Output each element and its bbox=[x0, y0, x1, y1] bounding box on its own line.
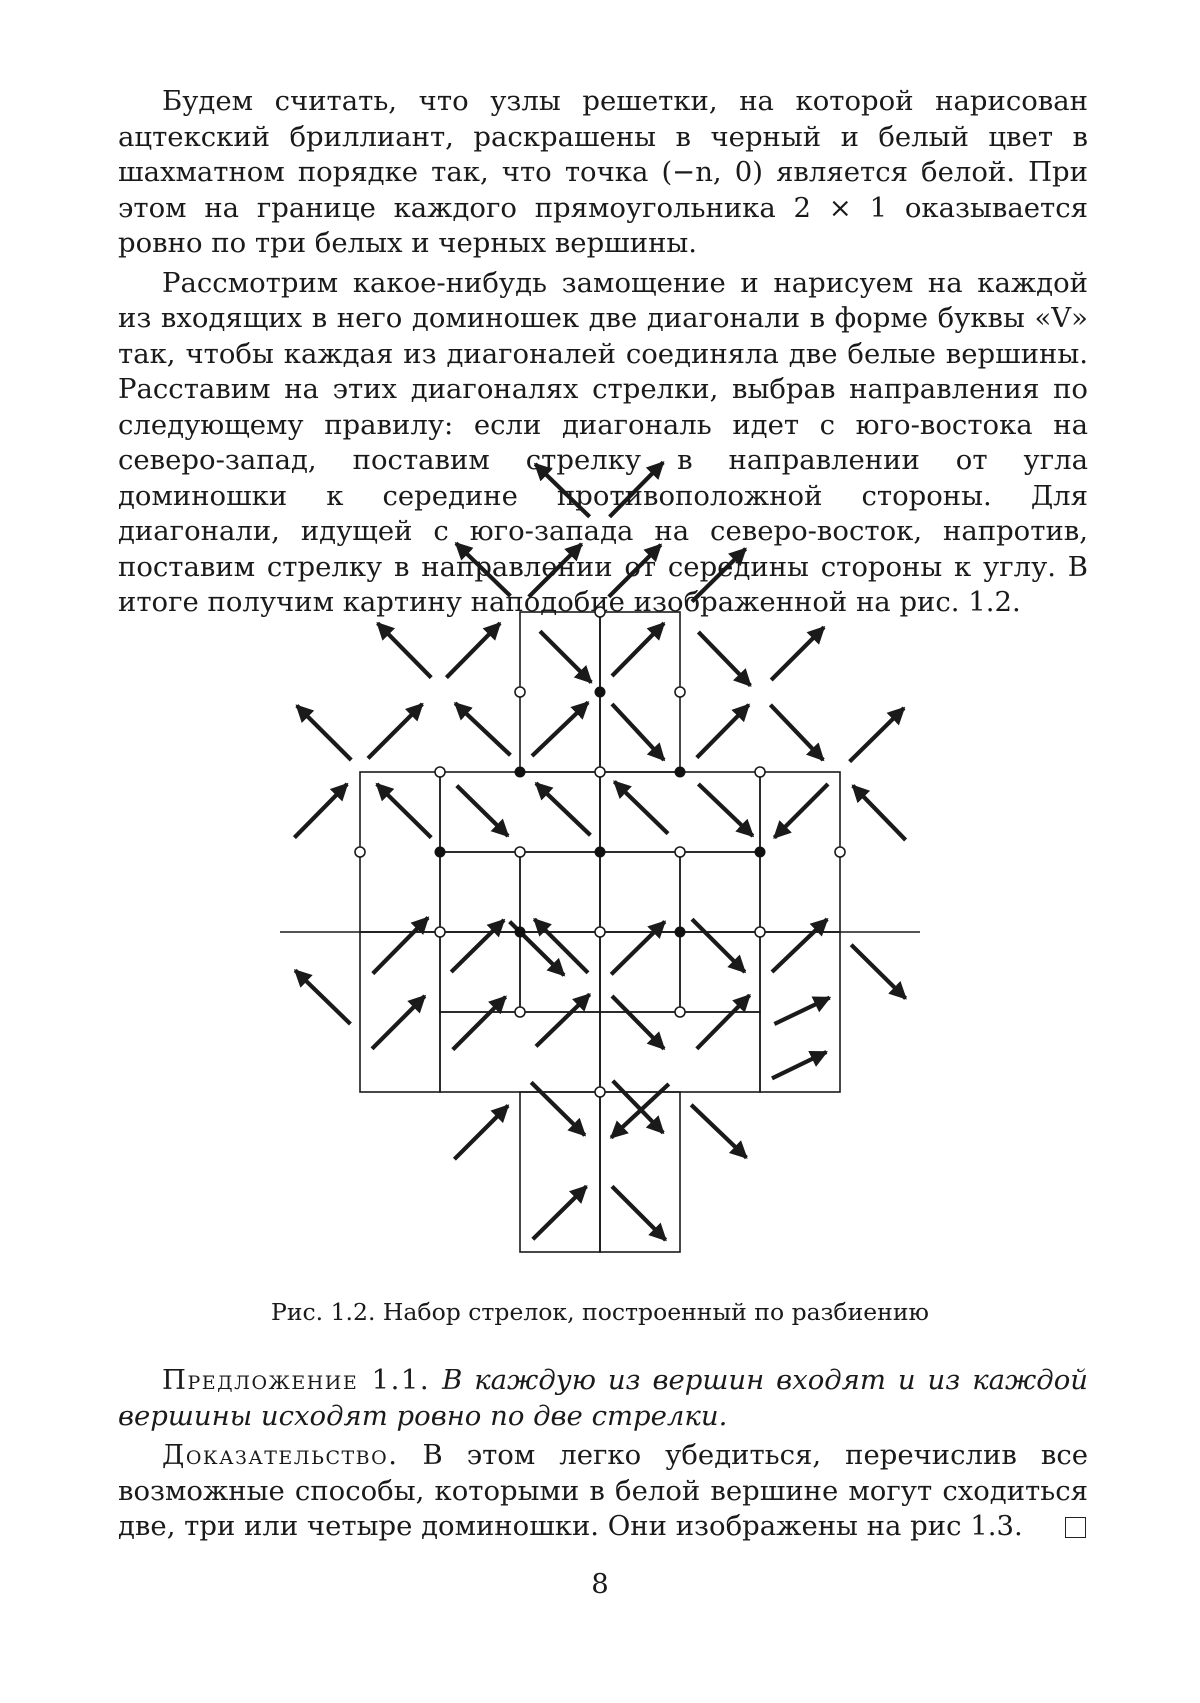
arrow bbox=[532, 702, 588, 756]
arrow bbox=[772, 1052, 826, 1078]
arrow bbox=[697, 705, 749, 758]
arrow bbox=[540, 631, 591, 682]
domino bbox=[360, 932, 440, 1092]
black-node bbox=[675, 927, 686, 938]
arrow bbox=[372, 996, 425, 1049]
arrow bbox=[534, 919, 588, 973]
black-node bbox=[755, 847, 766, 858]
arrow bbox=[772, 919, 827, 972]
white-node bbox=[355, 847, 365, 857]
white-node bbox=[755, 927, 765, 937]
arrow bbox=[454, 1106, 508, 1160]
proof-text: В этом легко убедиться, перечислив все возможные способы, которыми в белой вершине могут сходиться две, три или четыре доминошки. Они изображены на рис 1.3. bbox=[118, 1439, 1088, 1542]
arrow bbox=[771, 627, 824, 680]
arrow bbox=[535, 464, 589, 517]
white-node bbox=[675, 1007, 685, 1017]
proof-label: Доказательство. bbox=[162, 1439, 398, 1471]
domino bbox=[440, 852, 520, 932]
domino bbox=[520, 612, 600, 772]
arrow bbox=[456, 543, 510, 596]
domino bbox=[440, 772, 600, 852]
figure-caption: Рис. 1.2. Набор стрелок, построенный по разбиению bbox=[0, 1298, 1200, 1326]
proposition-label: Предложение 1.1. bbox=[162, 1364, 430, 1396]
white-node bbox=[595, 1087, 605, 1097]
arrow bbox=[531, 1082, 585, 1135]
white-node bbox=[675, 687, 685, 697]
black-node bbox=[515, 767, 526, 778]
arrow bbox=[612, 1186, 666, 1240]
domino bbox=[600, 1092, 680, 1252]
domino bbox=[760, 772, 840, 932]
black-node bbox=[595, 687, 606, 698]
domino bbox=[520, 1092, 600, 1252]
arrow bbox=[533, 1186, 587, 1239]
domino bbox=[680, 932, 760, 1012]
arrow bbox=[774, 998, 829, 1024]
black-node bbox=[595, 847, 606, 858]
white-node bbox=[675, 847, 685, 857]
domino bbox=[600, 1012, 760, 1092]
arrow bbox=[446, 623, 500, 677]
proposition-proof-text bbox=[118, 1363, 1088, 1545]
white-node bbox=[835, 847, 845, 857]
white-node bbox=[515, 1007, 525, 1017]
arrow bbox=[294, 784, 347, 838]
white-node bbox=[515, 687, 525, 697]
arrow bbox=[611, 922, 665, 975]
arrow bbox=[377, 784, 431, 838]
white-node bbox=[595, 607, 605, 617]
paragraph-arrows: Рассмотрим какое-нибудь замощение и нарисуем на каждой из входящих в него доминошек две диагонали в форме буквы «V» так, чтобы каждая из диагоналей соединяла две белые вершины. Расставим на этих диагоналях стрелки, выбрав направления по следующему правилу: если диагональ идет с юго-востока на северо-запад, поставим стрелку в направлении от угла доминошки к середине противоположной стороны. Для диагонали, идущей с юго-запада на северо-восток, напротив, поставим стрелку в направлении от середины стороны к углу. В итоге получим картину наподобие изображенной на рис. 1.2. bbox=[118, 266, 1088, 621]
proof bbox=[118, 1438, 1088, 1545]
domino bbox=[600, 852, 680, 932]
arrow bbox=[774, 784, 828, 838]
domino bbox=[520, 852, 600, 932]
arrow bbox=[455, 703, 510, 755]
domino bbox=[360, 772, 440, 932]
white-node bbox=[755, 767, 765, 777]
arrow bbox=[698, 632, 750, 686]
domino bbox=[600, 772, 760, 852]
arrow bbox=[373, 918, 428, 974]
arrow bbox=[691, 1105, 746, 1158]
arrow bbox=[295, 970, 350, 1024]
black-node bbox=[515, 927, 526, 938]
arrow bbox=[610, 462, 664, 516]
domino bbox=[600, 612, 680, 772]
paragraph-coloring: Будем считать, что узлы решетки, на которой нарисован ацтекский бриллиант, раскрашены в черный и белый цвет в шахматном порядке так, что точка (−n, 0) является белой. При этом на границе каждого прямоугольника 2 × 1 оказывается ровно по три белых и черных вершины. bbox=[118, 84, 1088, 262]
white-node bbox=[435, 927, 445, 937]
arrow bbox=[297, 706, 351, 760]
proposition bbox=[118, 1363, 1088, 1434]
black-node bbox=[675, 767, 686, 778]
arrow bbox=[853, 786, 906, 840]
arrow bbox=[368, 704, 422, 758]
arrow bbox=[692, 549, 746, 602]
arrow bbox=[692, 919, 745, 972]
arrow bbox=[850, 708, 904, 762]
arrow bbox=[851, 945, 905, 999]
domino bbox=[440, 1012, 600, 1092]
white-node bbox=[515, 847, 525, 857]
arrow bbox=[536, 994, 590, 1046]
arrow bbox=[613, 1081, 663, 1133]
white-node bbox=[435, 767, 445, 777]
arrow bbox=[378, 623, 432, 677]
arrow bbox=[614, 782, 668, 834]
white-node bbox=[595, 767, 605, 777]
arrow bbox=[612, 704, 664, 760]
arrow bbox=[612, 996, 664, 1049]
arrow bbox=[529, 544, 582, 597]
arrow bbox=[698, 784, 752, 836]
arrow bbox=[451, 920, 504, 972]
white-node bbox=[595, 927, 605, 937]
figure-arrow-diagram bbox=[0, 0, 1200, 1290]
arrow bbox=[536, 783, 590, 835]
arrow bbox=[612, 623, 664, 676]
black-node bbox=[435, 847, 446, 858]
arrow bbox=[697, 995, 750, 1049]
proposition-text: В каждую из вершин входят и из каждой вершины исходят ровно по две стрелки. bbox=[118, 1364, 1088, 1432]
arrow bbox=[770, 705, 823, 760]
arrow bbox=[457, 786, 508, 836]
arrow bbox=[609, 545, 661, 597]
page-number: 8 bbox=[0, 1568, 1200, 1600]
arrow bbox=[453, 997, 506, 1050]
qed-symbol bbox=[1065, 1517, 1086, 1538]
